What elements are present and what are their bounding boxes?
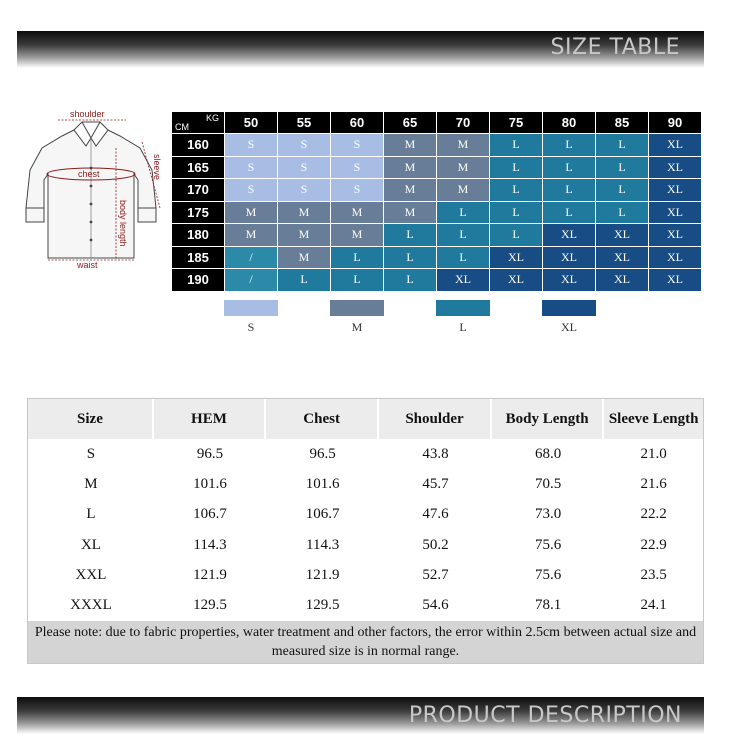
table-cell: 21.6 xyxy=(640,475,667,492)
grid-corner xyxy=(172,112,225,134)
size-cell: S xyxy=(278,157,331,180)
cm-label: CM xyxy=(175,122,189,132)
size-cell: L xyxy=(437,202,490,225)
legend-swatch xyxy=(542,300,596,316)
table-row xyxy=(28,469,703,499)
size-cell: XL xyxy=(649,202,702,225)
height-header: 160 xyxy=(172,134,225,157)
table-cell: 114.3 xyxy=(306,536,340,553)
banner-title: PRODUCT DESCRIPTION xyxy=(408,703,682,728)
height-header: 185 xyxy=(172,247,225,270)
size-cell: M xyxy=(384,179,437,202)
measurement-note: Please note: due to fabric properties, water treatment and other factors, the error within 2.5cm between actual size and measured size is in normal range. xyxy=(28,621,703,663)
size-cell: L xyxy=(596,179,649,202)
product-description-banner xyxy=(17,697,704,734)
column-header: Chest xyxy=(266,399,379,439)
size-cell: M xyxy=(278,224,331,247)
legend-label: M xyxy=(351,320,363,334)
shoulder-label: shoulder xyxy=(70,109,105,119)
table-cell: 22.9 xyxy=(640,536,667,553)
size-cell: S xyxy=(331,157,384,180)
size-cell: XL xyxy=(596,247,649,270)
size-cell: L xyxy=(490,179,543,202)
column-header: HEM xyxy=(154,399,266,439)
size-cell: L xyxy=(490,157,543,180)
table-cell: XXXL xyxy=(70,597,112,614)
table-cell: 70.5 xyxy=(534,475,562,492)
size-cell: M xyxy=(437,134,490,157)
legend-label: L xyxy=(459,320,467,334)
table-row xyxy=(28,530,703,560)
weight-header: 90 xyxy=(649,112,702,134)
size-cell: L xyxy=(384,224,437,247)
size-cell: L xyxy=(596,157,649,180)
table-cell: XXL xyxy=(75,566,107,583)
legend-label: XL xyxy=(561,320,577,334)
table-cell: 23.5 xyxy=(640,566,667,583)
weight-header: 50 xyxy=(225,112,278,134)
table-cell: 121.9 xyxy=(305,566,340,583)
size-cell: S xyxy=(331,179,384,202)
size-cell: L xyxy=(490,224,543,247)
table-row xyxy=(28,560,703,590)
size-cell: M xyxy=(331,202,384,225)
size-cell: XL xyxy=(543,269,596,292)
shirt-icon xyxy=(22,108,172,268)
table-cell: 21.0 xyxy=(640,445,667,462)
size-cell: L xyxy=(596,202,649,225)
table-cell: 129.5 xyxy=(193,597,227,614)
size-cell: L xyxy=(543,202,596,225)
table-cell: M xyxy=(84,475,98,492)
weight-header: 60 xyxy=(331,112,384,134)
size-cell: M xyxy=(384,157,437,180)
size-cell: L xyxy=(543,134,596,157)
size-cell: L xyxy=(278,269,331,292)
size-cell: XL xyxy=(543,224,596,247)
table-cell: 106.7 xyxy=(193,506,227,523)
legend-swatch xyxy=(330,300,384,316)
measurement-table xyxy=(27,398,704,664)
weight-header: 65 xyxy=(384,112,437,134)
size-cell: / xyxy=(225,247,278,270)
size-cell: M xyxy=(225,224,278,247)
weight-header: 75 xyxy=(490,112,543,134)
table-row xyxy=(28,500,703,530)
table-cell: 101.6 xyxy=(305,475,340,492)
size-cell: L xyxy=(331,269,384,292)
size-cell: S xyxy=(225,179,278,202)
column-header: Shoulder xyxy=(379,399,492,439)
table-cell: 52.7 xyxy=(422,566,449,583)
size-cell: L xyxy=(596,134,649,157)
size-cell: XL xyxy=(649,157,702,180)
size-cell: L xyxy=(384,269,437,292)
banner-title: SIZE TABLE xyxy=(550,35,680,60)
table-cell: S xyxy=(86,445,96,462)
size-cell: S xyxy=(225,157,278,180)
size-cell: XL xyxy=(649,269,702,292)
table-cell: 114.3 xyxy=(193,536,227,553)
table-cell: 75.6 xyxy=(534,566,562,583)
table-cell: 96.5 xyxy=(309,445,336,462)
height-header: 190 xyxy=(172,269,225,292)
table-cell: 47.6 xyxy=(422,506,449,523)
size-cell: L xyxy=(437,224,490,247)
size-cell: L xyxy=(490,202,543,225)
size-cell: S xyxy=(278,179,331,202)
weight-header: 85 xyxy=(596,112,649,134)
size-cell: XL xyxy=(596,224,649,247)
size-cell: L xyxy=(331,247,384,270)
table-cell: 78.1 xyxy=(534,597,562,614)
height-header: 170 xyxy=(172,179,225,202)
size-cell: M xyxy=(225,202,278,225)
table-cell: 45.7 xyxy=(422,475,449,492)
legend-item xyxy=(224,300,278,335)
size-cell: L xyxy=(543,157,596,180)
weight-header: 80 xyxy=(543,112,596,134)
size-cell: L xyxy=(384,247,437,270)
size-cell: XL xyxy=(649,179,702,202)
size-cell: S xyxy=(278,134,331,157)
size-cell: M xyxy=(384,202,437,225)
size-table-banner xyxy=(17,31,704,68)
size-cell: XL xyxy=(490,247,543,270)
table-cell: 73.0 xyxy=(534,506,562,523)
table-header-row xyxy=(28,399,703,439)
legend-label: S xyxy=(247,320,255,334)
size-cell: XL xyxy=(543,247,596,270)
kg-label: KG xyxy=(205,113,219,123)
table-cell: 50.2 xyxy=(422,536,449,553)
weight-header: 70 xyxy=(437,112,490,134)
size-cell: XL xyxy=(649,134,702,157)
table-cell: 96.5 xyxy=(196,445,224,462)
table-cell: 22.2 xyxy=(640,506,667,523)
table-cell: 106.7 xyxy=(305,506,340,523)
size-cell: XL xyxy=(596,269,649,292)
size-cell: L xyxy=(490,134,543,157)
column-header: Size xyxy=(28,399,154,439)
table-cell: 43.8 xyxy=(422,445,449,462)
table-cell: XL xyxy=(80,536,101,553)
size-cell: S xyxy=(225,134,278,157)
legend-item xyxy=(542,300,596,335)
table-cell: 121.9 xyxy=(193,566,227,583)
height-header: 180 xyxy=(172,224,225,247)
size-cell: XL xyxy=(490,269,543,292)
size-cell: M xyxy=(331,224,384,247)
size-cell: L xyxy=(437,247,490,270)
weight-header: 55 xyxy=(278,112,331,134)
size-color-legend xyxy=(224,300,614,340)
size-cell: M xyxy=(278,247,331,270)
size-cell: XL xyxy=(649,224,702,247)
size-cell: L xyxy=(543,179,596,202)
size-cell: M xyxy=(437,179,490,202)
table-row xyxy=(28,439,703,469)
table-cell: L xyxy=(86,506,96,523)
size-cell: / xyxy=(225,269,278,292)
table-cell: 75.6 xyxy=(534,536,562,553)
table-cell: 129.5 xyxy=(305,597,340,614)
size-chart-grid xyxy=(172,112,702,292)
table-cell: 24.1 xyxy=(640,597,667,614)
table-cell: 101.6 xyxy=(193,475,227,492)
note-row xyxy=(28,621,703,663)
size-cell: M xyxy=(278,202,331,225)
column-header: Sleeve Length xyxy=(604,399,703,439)
table-cell: 68.0 xyxy=(534,445,562,462)
chest-label: chest xyxy=(78,169,100,179)
legend-item xyxy=(436,300,490,335)
sleeve-label: sleeve xyxy=(152,154,162,181)
waist-label: waist xyxy=(77,260,98,268)
size-cell: S xyxy=(331,134,384,157)
column-header: Body Length xyxy=(492,399,604,439)
legend-item xyxy=(330,300,384,335)
size-cell: XL xyxy=(649,247,702,270)
legend-swatch xyxy=(436,300,490,316)
size-cell: M xyxy=(384,134,437,157)
legend-swatch xyxy=(224,300,278,316)
height-header: 165 xyxy=(172,157,225,180)
body-length-label: body length xyxy=(118,200,128,247)
size-cell: M xyxy=(437,157,490,180)
height-header: 175 xyxy=(172,202,225,225)
table-cell: 54.6 xyxy=(422,597,449,614)
table-row xyxy=(28,590,703,620)
shirt-measurement-diagram xyxy=(22,108,172,268)
size-cell: XL xyxy=(437,269,490,292)
